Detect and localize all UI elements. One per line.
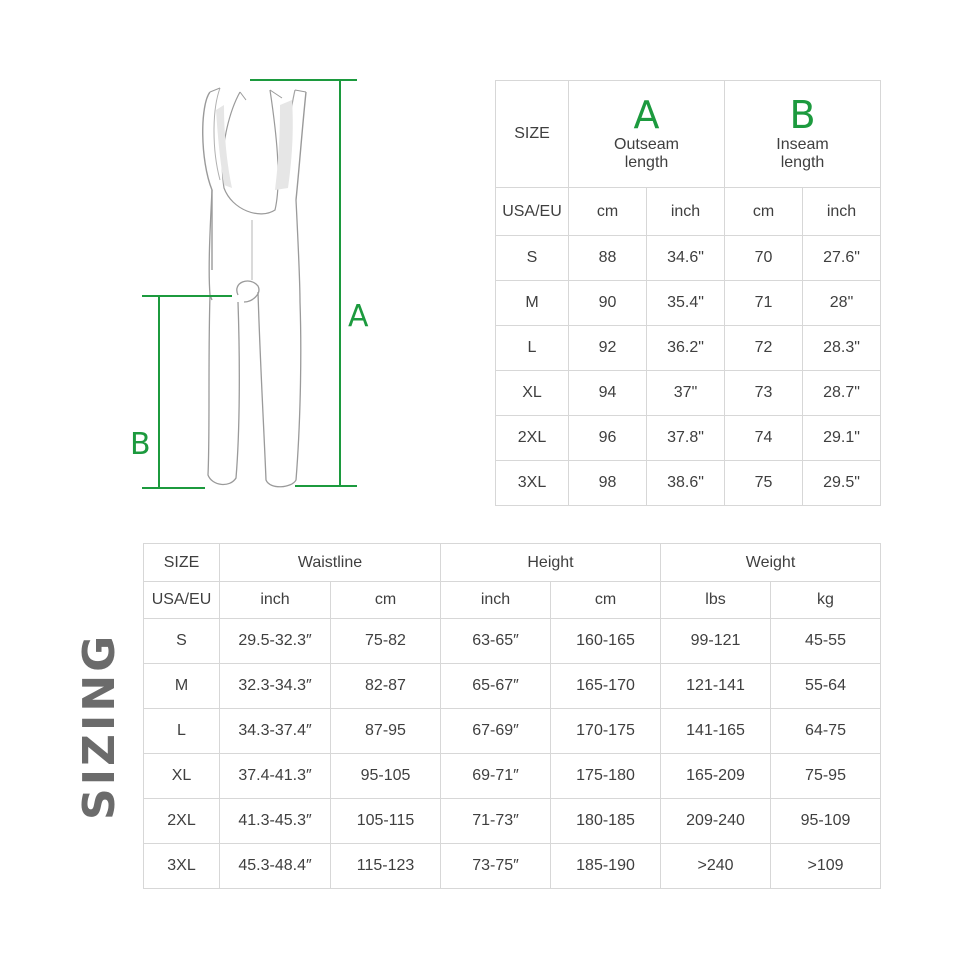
bib-tights-outline-icon <box>120 70 380 510</box>
table-row <box>144 664 881 709</box>
waistline-header: Waistline <box>220 544 441 582</box>
table-cell: 90 <box>569 281 647 326</box>
table-cell: S <box>496 236 569 281</box>
table-cell: 75-82 <box>331 619 441 664</box>
table-cell: 75-95 <box>771 754 881 799</box>
table-cell: 160-165 <box>551 619 661 664</box>
table-cell: 105-115 <box>331 799 441 844</box>
table-row <box>144 619 881 664</box>
outseam-letter: A <box>633 92 660 137</box>
table-cell: >109 <box>771 844 881 889</box>
body-table-unit-row <box>144 582 881 619</box>
table-cell: 180-185 <box>551 799 661 844</box>
table-cell: 73 <box>725 371 803 416</box>
sizing-label: SIZING <box>74 632 125 820</box>
table-cell: 27.6" <box>803 236 881 281</box>
table-row <box>144 799 881 844</box>
table-cell: L <box>144 709 220 754</box>
length-table-header-row <box>496 81 881 188</box>
table-cell: 69-71″ <box>441 754 551 799</box>
table-cell: 165-170 <box>551 664 661 709</box>
table-row <box>144 754 881 799</box>
table-cell: XL <box>144 754 220 799</box>
unit-cell: cm <box>331 582 441 619</box>
table-cell: 96 <box>569 416 647 461</box>
table-row <box>496 236 881 281</box>
table-cell: 2XL <box>496 416 569 461</box>
table-cell: 185-190 <box>551 844 661 889</box>
table-cell: 71-73″ <box>441 799 551 844</box>
table-cell: 29.1" <box>803 416 881 461</box>
inseam-label-line2: length <box>780 154 825 171</box>
table-cell: 94 <box>569 371 647 416</box>
size-header: SIZE <box>144 544 220 582</box>
table-cell: 70 <box>725 236 803 281</box>
table-cell: 165-209 <box>661 754 771 799</box>
table-row <box>496 461 881 506</box>
table-row <box>144 844 881 889</box>
table-cell: 35.4" <box>647 281 725 326</box>
table-cell: 92 <box>569 326 647 371</box>
body-size-table <box>143 543 881 889</box>
table-cell: 175-180 <box>551 754 661 799</box>
table-cell: 87-95 <box>331 709 441 754</box>
table-row <box>496 326 881 371</box>
length-table-unit-row <box>496 188 881 236</box>
unit-cell: cm <box>725 188 803 236</box>
outseam-header <box>569 81 725 188</box>
unit-cell: inch <box>441 582 551 619</box>
table-cell: 29.5-32.3″ <box>220 619 331 664</box>
table-cell: S <box>144 619 220 664</box>
table-cell: 88 <box>569 236 647 281</box>
table-cell: 38.6" <box>647 461 725 506</box>
table-cell: 65-67″ <box>441 664 551 709</box>
table-cell: 45-55 <box>771 619 881 664</box>
unit-cell: inch <box>220 582 331 619</box>
height-header: Height <box>441 544 661 582</box>
table-row <box>496 416 881 461</box>
table-cell: 34.3-37.4″ <box>220 709 331 754</box>
unit-cell: cm <box>569 188 647 236</box>
label-b: B <box>130 427 151 462</box>
table-cell: >240 <box>661 844 771 889</box>
table-cell: 3XL <box>144 844 220 889</box>
table-row <box>144 709 881 754</box>
inseam-letter: B <box>789 92 816 137</box>
table-cell: 37.8" <box>647 416 725 461</box>
length-table <box>495 80 881 506</box>
unit-cell: kg <box>771 582 881 619</box>
table-cell: 2XL <box>144 799 220 844</box>
unit-cell: USA/EU <box>144 582 220 619</box>
size-header: SIZE <box>496 81 569 188</box>
unit-cell: inch <box>647 188 725 236</box>
table-cell: 98 <box>569 461 647 506</box>
table-row <box>496 281 881 326</box>
label-a: A <box>348 299 369 334</box>
table-cell: 32.3-34.3″ <box>220 664 331 709</box>
table-cell: 36.2" <box>647 326 725 371</box>
table-cell: 99-121 <box>661 619 771 664</box>
table-cell: M <box>496 281 569 326</box>
inseam-label-line1: Inseam <box>776 135 829 153</box>
table-cell: 28.7" <box>803 371 881 416</box>
table-cell: 63-65″ <box>441 619 551 664</box>
table-cell: 41.3-45.3″ <box>220 799 331 844</box>
table-cell: 34.6" <box>647 236 725 281</box>
table-cell: L <box>496 326 569 371</box>
measurement-diagram <box>120 70 380 510</box>
table-cell: 28" <box>803 281 881 326</box>
unit-cell: inch <box>803 188 881 236</box>
table-cell: XL <box>496 371 569 416</box>
table-cell: 82-87 <box>331 664 441 709</box>
table-cell: M <box>144 664 220 709</box>
table-cell: 141-165 <box>661 709 771 754</box>
unit-cell: cm <box>551 582 661 619</box>
outseam-label-line2: length <box>624 154 669 171</box>
table-cell: 45.3-48.4″ <box>220 844 331 889</box>
inseam-header <box>725 81 881 188</box>
table-cell: 67-69″ <box>441 709 551 754</box>
table-cell: 95-105 <box>331 754 441 799</box>
table-cell: 95-109 <box>771 799 881 844</box>
table-cell: 37" <box>647 371 725 416</box>
unit-cell: lbs <box>661 582 771 619</box>
table-cell: 64-75 <box>771 709 881 754</box>
table-cell: 71 <box>725 281 803 326</box>
table-cell: 170-175 <box>551 709 661 754</box>
table-cell: 29.5" <box>803 461 881 506</box>
body-table-header-row <box>144 544 881 582</box>
table-cell: 209-240 <box>661 799 771 844</box>
unit-cell: USA/EU <box>496 188 569 236</box>
table-cell: 73-75″ <box>441 844 551 889</box>
table-cell: 3XL <box>496 461 569 506</box>
table-cell: 74 <box>725 416 803 461</box>
table-row <box>496 371 881 416</box>
outseam-label-line1: Outseam <box>614 135 679 153</box>
table-cell: 115-123 <box>331 844 441 889</box>
table-cell: 37.4-41.3″ <box>220 754 331 799</box>
table-cell: 121-141 <box>661 664 771 709</box>
weight-header: Weight <box>661 544 881 582</box>
table-cell: 75 <box>725 461 803 506</box>
table-cell: 28.3" <box>803 326 881 371</box>
table-cell: 72 <box>725 326 803 371</box>
table-cell: 55-64 <box>771 664 881 709</box>
